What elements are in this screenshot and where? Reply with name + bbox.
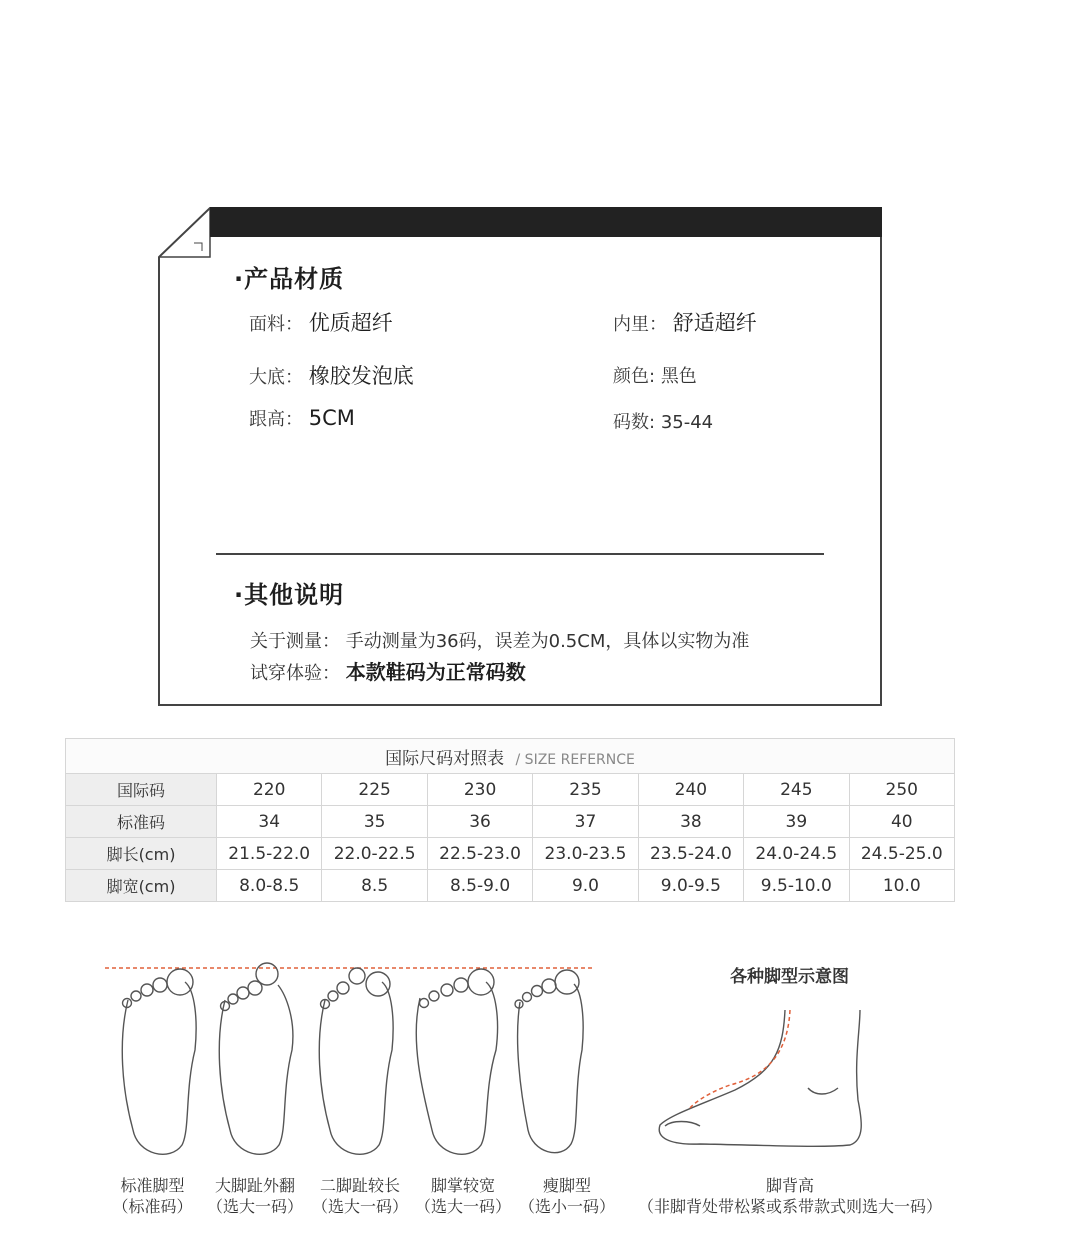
fit-value: 本款鞋码为正常码数 xyxy=(345,660,526,684)
other-title: ·其他说明 xyxy=(234,581,345,609)
sole-value: 橡胶发泡底 xyxy=(308,364,414,388)
slim-foot-icon xyxy=(515,970,583,1153)
table-row xyxy=(66,806,955,838)
header-bar xyxy=(210,207,882,237)
table-cell: 36 xyxy=(427,806,532,838)
table-title: 国际尺码对照表 xyxy=(385,748,505,769)
instep-name: 脚背高 xyxy=(765,1176,814,1195)
table-cell: 37 xyxy=(533,806,638,838)
foot-type-advice: （选小一码） xyxy=(518,1197,615,1216)
table-cell: 24.5-25.0 xyxy=(849,838,954,870)
row-header: 国际码 xyxy=(66,774,217,806)
product-info-card xyxy=(158,207,882,706)
lining-label: 内里： xyxy=(613,314,667,335)
table-row xyxy=(66,838,955,870)
fabric-label: 面料： xyxy=(249,314,303,335)
foot-type-name: 二脚趾较长 xyxy=(319,1176,400,1195)
materials-title: ·产品材质 xyxy=(234,265,345,293)
row-header: 脚宽(cm) xyxy=(66,870,217,902)
wide-foot-icon xyxy=(416,969,497,1154)
fabric-value: 优质超纤 xyxy=(308,311,393,335)
table-cell: 39 xyxy=(744,806,849,838)
foot-type-name: 大脚趾外翻 xyxy=(214,1176,295,1195)
fit-label: 试穿体验： xyxy=(250,663,340,684)
high-instep-foot-icon xyxy=(659,1010,861,1146)
bunion-foot-icon xyxy=(219,963,293,1154)
table-cell: 40 xyxy=(849,806,954,838)
standard-foot-icon xyxy=(122,969,196,1154)
fabric-row xyxy=(249,307,393,337)
diagram-title: 各种脚型示意图 xyxy=(730,967,849,987)
color-value: 黑色 xyxy=(660,366,697,387)
table-cell: 250 xyxy=(849,774,954,806)
heel-row xyxy=(249,405,355,431)
row-header: 脚长(cm) xyxy=(66,838,217,870)
table-caption-row xyxy=(66,739,955,774)
table-cell: 9.5-10.0 xyxy=(744,870,849,902)
long-second-toe-foot-icon xyxy=(319,968,393,1154)
table-cell: 9.0 xyxy=(533,870,638,902)
foot-types-section xyxy=(0,940,1080,1253)
size-range-row xyxy=(613,408,713,434)
foot-type-name: 脚掌较宽 xyxy=(430,1176,495,1195)
table-cell: 22.0-22.5 xyxy=(322,838,427,870)
table-cell: 8.5-9.0 xyxy=(427,870,532,902)
color-label: 颜色: xyxy=(613,366,656,387)
size-range-label: 码数: xyxy=(613,412,656,433)
instep-advice: （非脚背处带松紧或系带款式则选大一码） xyxy=(637,1197,942,1216)
instep-guide-line xyxy=(690,1010,790,1108)
heel-value: 5CM xyxy=(308,406,355,430)
foot-type-name: 瘦脚型 xyxy=(542,1176,591,1195)
fit-note xyxy=(250,656,526,685)
table-cell: 23.0-23.5 xyxy=(533,838,638,870)
sole-row xyxy=(249,360,414,390)
table-cell: 245 xyxy=(744,774,849,806)
table-cell: 225 xyxy=(322,774,427,806)
measure-note xyxy=(250,627,749,653)
table-caption xyxy=(66,739,955,774)
table-cell: 21.5-22.0 xyxy=(217,838,322,870)
table-cell: 230 xyxy=(427,774,532,806)
measure-label: 关于测量： xyxy=(250,631,340,652)
section-divider xyxy=(216,553,824,555)
lining-row xyxy=(613,307,757,337)
heel-label: 跟高： xyxy=(249,409,303,430)
table-cell: 24.0-24.5 xyxy=(744,838,849,870)
table-subtitle: / SIZE REFERNCE xyxy=(515,751,635,768)
table-cell: 10.0 xyxy=(849,870,954,902)
lining-value: 舒适超纤 xyxy=(672,311,757,335)
size-range-value: 35-44 xyxy=(660,412,714,433)
table-row xyxy=(66,870,955,902)
table-cell: 9.0-9.5 xyxy=(638,870,743,902)
table-cell: 8.0-8.5 xyxy=(217,870,322,902)
color-row xyxy=(613,362,697,388)
table-cell: 235 xyxy=(533,774,638,806)
table-row xyxy=(66,774,955,806)
table-cell: 220 xyxy=(217,774,322,806)
table-cell: 22.5-23.0 xyxy=(427,838,532,870)
table-cell: 35 xyxy=(322,806,427,838)
foot-type-advice: （选大一码） xyxy=(311,1197,408,1216)
foot-type-name: 标准脚型 xyxy=(120,1176,185,1195)
table-cell: 240 xyxy=(638,774,743,806)
table-cell: 34 xyxy=(217,806,322,838)
foot-type-advice: （选大一码） xyxy=(414,1197,511,1216)
table-cell: 8.5 xyxy=(322,870,427,902)
measure-value: 手动测量为36码，误差为0.5CM，具体以实物为准 xyxy=(345,631,750,652)
size-reference-table xyxy=(65,738,955,902)
table-cell: 38 xyxy=(638,806,743,838)
sole-label: 大底： xyxy=(249,367,303,388)
foot-type-advice: （标准码） xyxy=(112,1197,193,1216)
foot-type-advice: （选大一码） xyxy=(206,1197,303,1216)
row-header: 标准码 xyxy=(66,806,217,838)
table-cell: 23.5-24.0 xyxy=(638,838,743,870)
